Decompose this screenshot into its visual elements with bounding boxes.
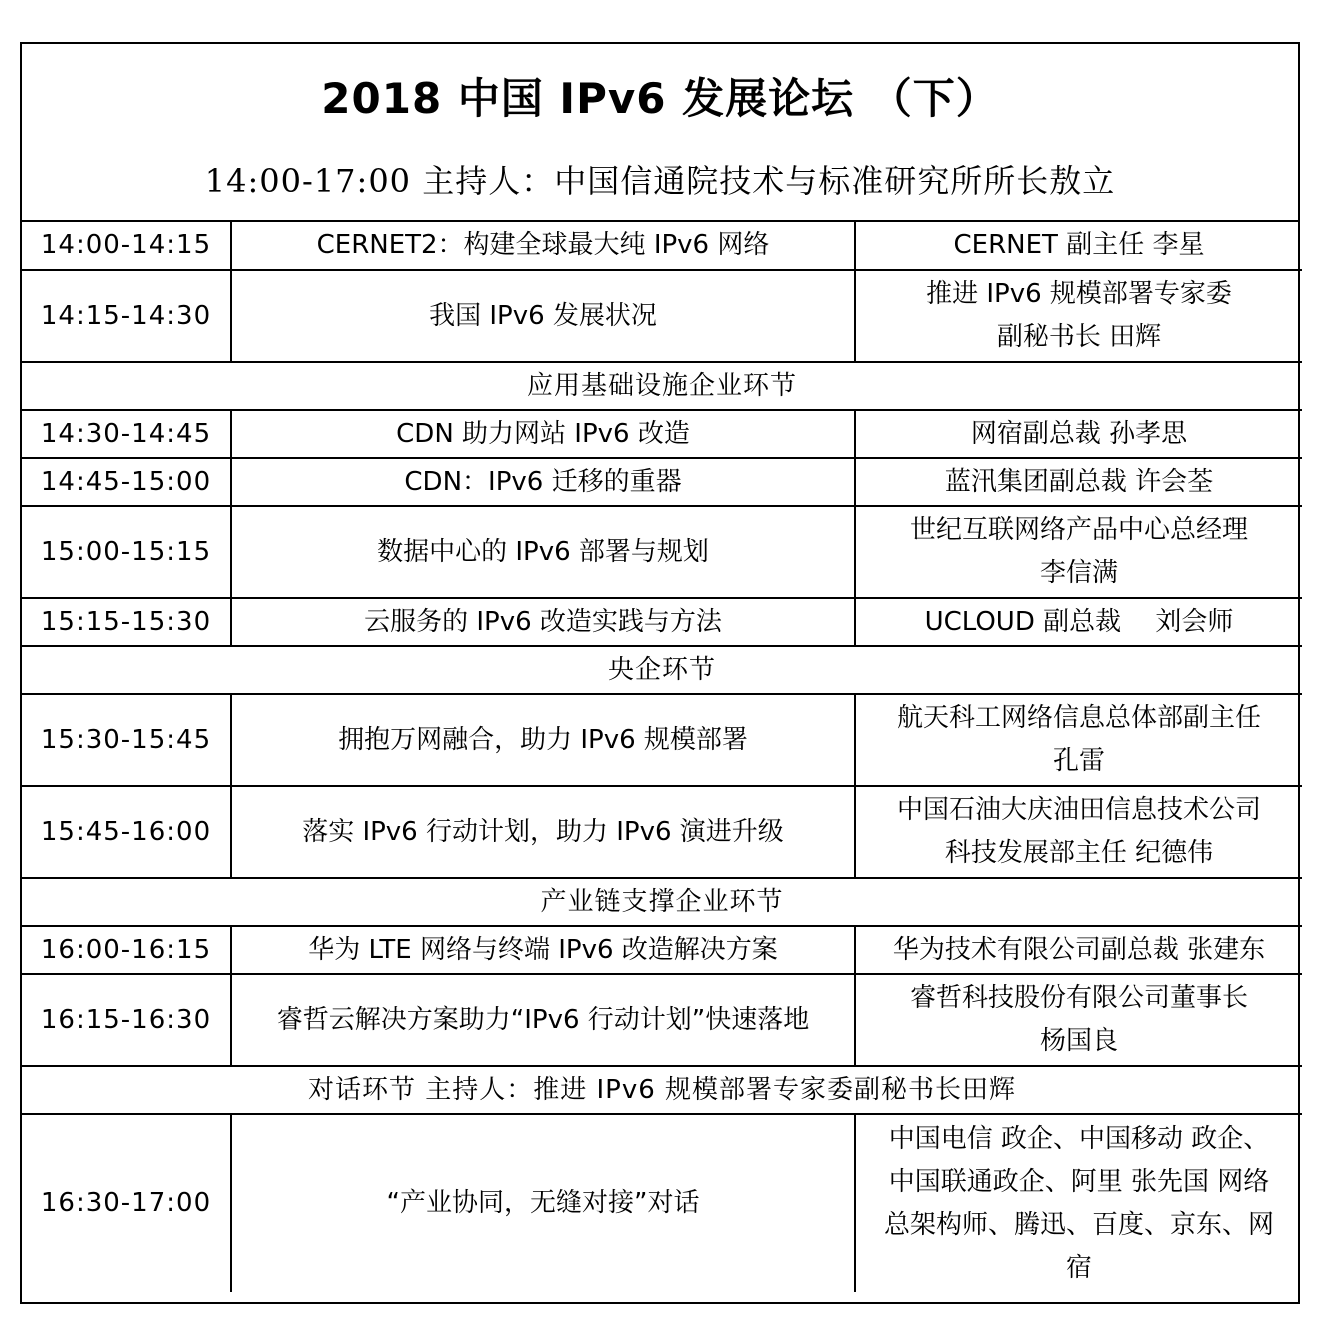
section-row <box>22 362 1302 410</box>
agenda-row <box>22 222 1302 270</box>
speaker-cell: 网宿副总裁 孙孝思 <box>855 410 1302 458</box>
time-cell: 14:30-14:45 <box>22 410 231 458</box>
agenda-row <box>22 926 1302 974</box>
agenda-row <box>22 974 1302 1066</box>
agenda-header <box>22 44 1298 222</box>
agenda-row <box>22 458 1302 506</box>
agenda-row <box>22 598 1302 646</box>
agenda-row <box>22 506 1302 598</box>
agenda-frame <box>20 42 1300 1304</box>
time-cell: 16:15-16:30 <box>22 974 231 1066</box>
speaker-cell: 中国电信 政企、中国移动 政企、 中国联通政企、阿里 张先国 网络 总架构师、腾迅、百度、京东、网 宿 <box>855 1114 1302 1292</box>
speaker-cell: 世纪互联网络产品中心总经理 李信满 <box>855 506 1302 598</box>
topic-cell: “产业协同，无缝对接”对话 <box>231 1114 855 1292</box>
speaker-cell: 航天科工网络信息总体部副主任 孔雷 <box>855 694 1302 786</box>
section-row <box>22 1066 1302 1114</box>
time-cell: 14:45-15:00 <box>22 458 231 506</box>
topic-cell: CERNET2：构建全球最大纯 IPv6 网络 <box>231 222 855 270</box>
speaker-cell: CERNET 副主任 李星 <box>855 222 1302 270</box>
time-cell: 14:00-14:15 <box>22 222 231 270</box>
topic-cell: 落实 IPv6 行动计划，助力 IPv6 演进升级 <box>231 786 855 878</box>
section-label: 央企环节 <box>22 646 1302 694</box>
speaker-cell: 睿哲科技股份有限公司董事长 杨国良 <box>855 974 1302 1066</box>
time-cell: 15:30-15:45 <box>22 694 231 786</box>
topic-cell: 华为 LTE 网络与终端 IPv6 改造解决方案 <box>231 926 855 974</box>
topic-cell: 我国 IPv6 发展状况 <box>231 270 855 362</box>
speaker-cell: 中国石油大庆油田信息技术公司 科技发展部主任 纪德伟 <box>855 786 1302 878</box>
session-subtitle: 14:00-17:00 主持人：中国信通院技术与标准研究所所长敖立 <box>204 162 1116 200</box>
time-cell: 15:45-16:00 <box>22 786 231 878</box>
time-cell: 15:15-15:30 <box>22 598 231 646</box>
time-cell: 16:30-17:00 <box>22 1114 231 1292</box>
section-row <box>22 646 1302 694</box>
topic-cell: CDN 助力网站 IPv6 改造 <box>231 410 855 458</box>
section-label: 对话环节 主持人：推进 IPv6 规模部署专家委副秘书长田辉 <box>22 1066 1302 1114</box>
section-label: 应用基础设施企业环节 <box>22 362 1302 410</box>
agenda-row <box>22 410 1302 458</box>
speaker-cell: 推进 IPv6 规模部署专家委 副秘书长 田辉 <box>855 270 1302 362</box>
agenda-table <box>22 222 1302 1292</box>
agenda-row <box>22 786 1302 878</box>
topic-cell: 睿哲云解决方案助力“IPv6 行动计划”快速落地 <box>231 974 855 1066</box>
agenda-row <box>22 1114 1302 1292</box>
time-cell: 14:15-14:30 <box>22 270 231 362</box>
agenda-row <box>22 694 1302 786</box>
section-label: 产业链支撑企业环节 <box>22 878 1302 926</box>
topic-cell: 云服务的 IPv6 改造实践与方法 <box>231 598 855 646</box>
time-cell: 16:00-16:15 <box>22 926 231 974</box>
speaker-cell: 华为技术有限公司副总裁 张建东 <box>855 926 1302 974</box>
speaker-cell: 蓝汛集团副总裁 许会荃 <box>855 458 1302 506</box>
speaker-cell: UCLOUD 副总裁 刘会师 <box>855 598 1302 646</box>
section-row <box>22 878 1302 926</box>
page-title: 2018 中国 IPv6 发展论坛 （下） <box>321 74 999 123</box>
time-cell: 15:00-15:15 <box>22 506 231 598</box>
agenda-row <box>22 270 1302 362</box>
topic-cell: 拥抱万网融合，助力 IPv6 规模部署 <box>231 694 855 786</box>
topic-cell: 数据中心的 IPv6 部署与规划 <box>231 506 855 598</box>
topic-cell: CDN：IPv6 迁移的重器 <box>231 458 855 506</box>
